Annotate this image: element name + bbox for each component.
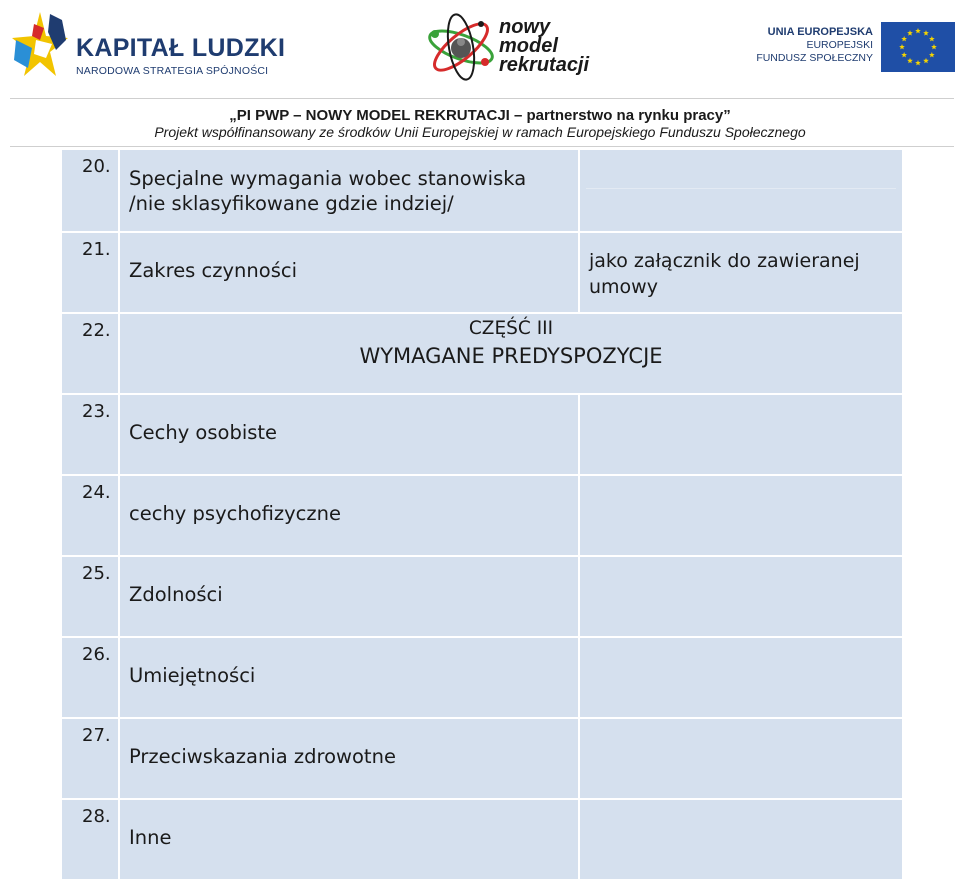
row-label-cell	[120, 557, 578, 636]
row-label: Cechy osobiste	[129, 421, 278, 444]
row-label: Przeciwskazania zdrowotne	[129, 745, 396, 768]
form-row-22-section	[62, 312, 902, 393]
row-label-cell	[120, 719, 578, 798]
row-label: Specjalne wymagania wobec stanowiska /nie sklasyfikowane gdzie indziej/	[129, 167, 527, 215]
row-label-cell	[120, 638, 578, 717]
row-number-cell	[62, 557, 118, 636]
row-number: 25.	[82, 563, 111, 584]
form-row-26	[62, 636, 902, 717]
atom-icon	[425, 12, 497, 82]
row-number-cell	[62, 314, 118, 393]
field-guide-line	[586, 188, 896, 189]
row-label-cell	[120, 395, 578, 474]
row-value-field[interactable]	[580, 719, 902, 798]
row-value-field[interactable]	[580, 557, 902, 636]
row-label-cell	[120, 150, 578, 231]
row-number-cell	[62, 638, 118, 717]
nowy-model-rekrutacji-logo	[425, 12, 590, 82]
kapital-ludzki-subtitle: NARODOWA STRATEGIA SPÓJNOŚCI	[76, 65, 269, 77]
row-label: Inne	[129, 826, 172, 849]
row-label: Zdolności	[129, 583, 223, 606]
kapital-ludzki-logo	[10, 10, 286, 88]
form-row-25	[62, 555, 902, 636]
form-table	[62, 150, 902, 879]
row-number-cell	[62, 233, 118, 312]
nowy-model-rekrutacji-wordmark: nowy model rekrutacji	[499, 16, 590, 76]
eu-logo-line3: FUNDUSZ SPOŁECZNY	[756, 52, 873, 64]
row-label: cechy psychofizyczne	[129, 502, 341, 525]
header-divider-top	[10, 98, 954, 99]
form-row-20	[62, 150, 902, 231]
section-part-label: CZĘŚĆ III	[468, 318, 554, 339]
row-number-cell	[62, 150, 118, 231]
row-value-field[interactable]	[580, 233, 902, 312]
section-title: WYMAGANE PREDYSPOZYCJE	[359, 344, 663, 368]
row-label-cell	[120, 800, 578, 879]
row-number: 22.	[82, 320, 111, 341]
eu-logo-text	[756, 26, 873, 65]
section-header-cell	[120, 314, 902, 393]
header-divider-bottom	[10, 146, 954, 147]
row-value: jako załącznik do zawieranej umowy	[589, 250, 860, 298]
eu-flag-icon	[881, 22, 955, 72]
row-value-field[interactable]	[580, 150, 902, 231]
row-number-cell	[62, 476, 118, 555]
row-number-cell	[62, 395, 118, 474]
row-label: Umiejętności	[129, 664, 256, 687]
row-value-field[interactable]	[580, 638, 902, 717]
form-row-28	[62, 798, 902, 879]
eu-logo-line1: UNIA EUROPEJSKA	[767, 26, 873, 38]
row-number: 28.	[82, 806, 111, 827]
row-number: 23.	[82, 401, 111, 422]
form-row-21	[62, 231, 902, 312]
row-number: 24.	[82, 482, 111, 503]
project-subtitle: Projekt współfinansowany ze środków Unii Europejskiej w ramach Europejskiego Funduszu Społecznego	[154, 124, 806, 140]
kapital-ludzki-star-icon	[10, 10, 70, 86]
row-label-cell	[120, 233, 578, 312]
row-number-cell	[62, 800, 118, 879]
kapital-ludzki-title: KAPITAŁ LUDZKI	[76, 34, 286, 62]
page-header	[0, 0, 960, 150]
form-row-23	[62, 393, 902, 474]
row-number: 27.	[82, 725, 111, 746]
row-number: 26.	[82, 644, 111, 665]
row-label: Zakres czynności	[129, 259, 297, 282]
row-value-field[interactable]	[580, 476, 902, 555]
project-title: „PI PWP – NOWY MODEL REKRUTACJI – partnerstwo na rynku pracy”	[229, 107, 731, 124]
row-number-cell	[62, 719, 118, 798]
row-value-field[interactable]	[580, 395, 902, 474]
form-row-24	[62, 474, 902, 555]
form-row-27	[62, 717, 902, 798]
row-number: 20.	[82, 156, 111, 177]
row-number: 21.	[82, 239, 111, 260]
eu-logo	[756, 20, 955, 75]
eu-logo-line2: EUROPEJSKI	[806, 39, 873, 51]
row-value-field[interactable]	[580, 800, 902, 879]
row-label-cell	[120, 476, 578, 555]
